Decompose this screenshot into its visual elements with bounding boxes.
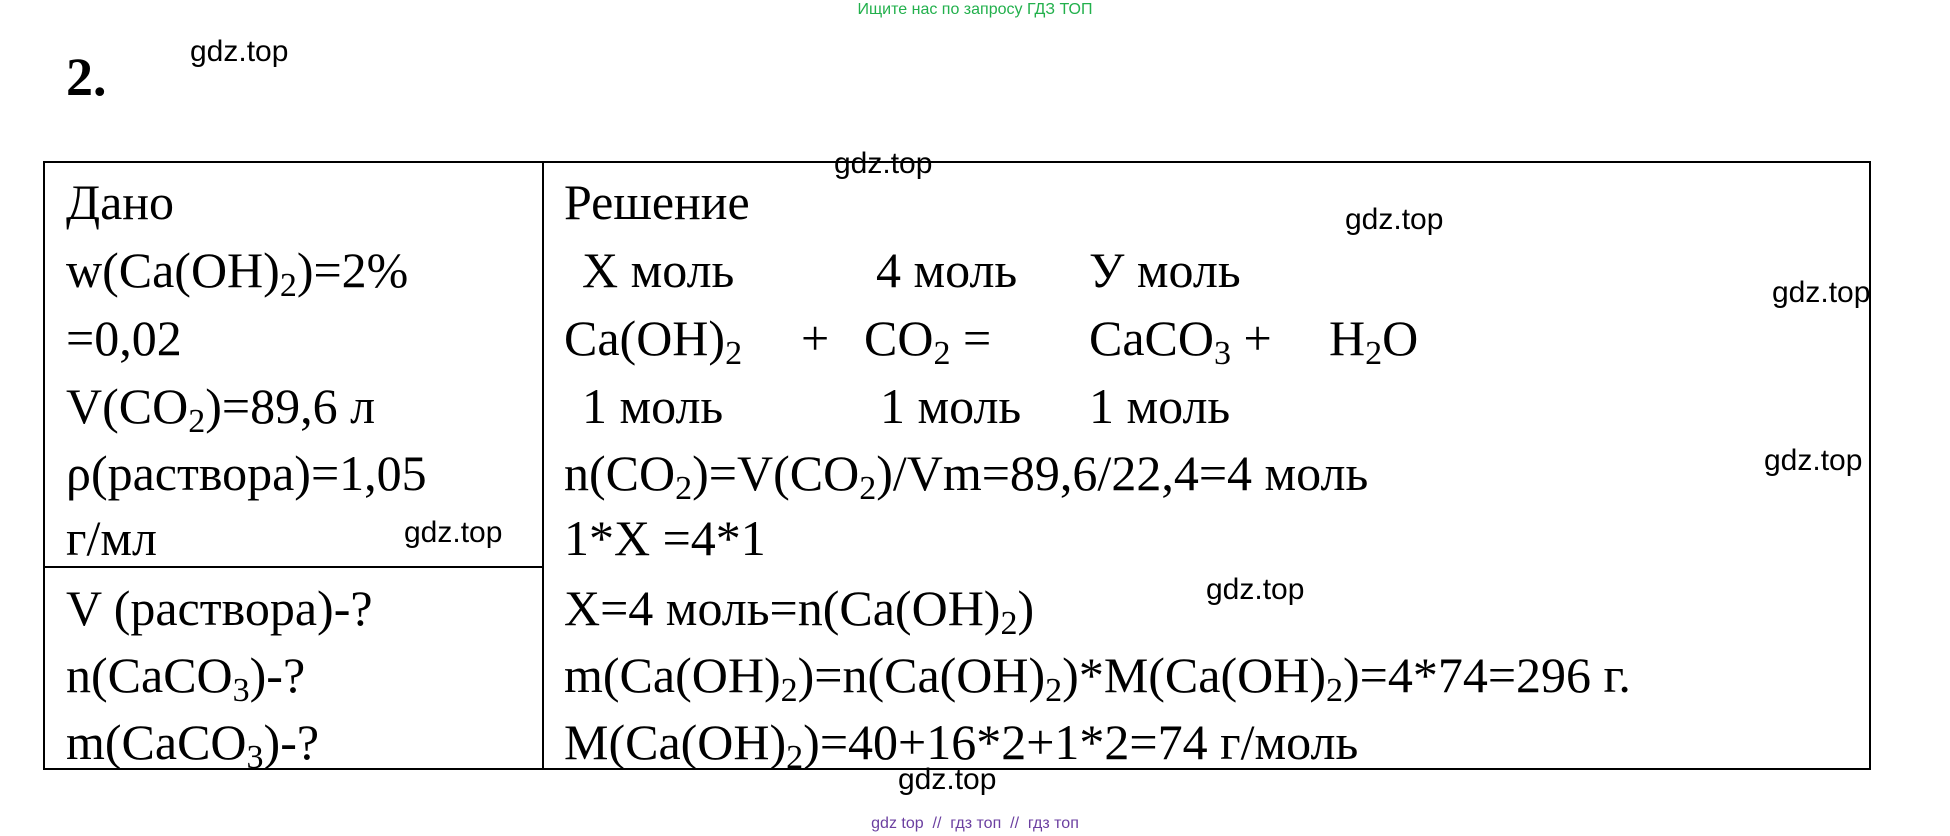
mol-label-x: X моль	[582, 242, 735, 298]
watermark: gdz.top	[1345, 203, 1444, 236]
footer-links[interactable]: gdz top // гдз топ // гдз топ	[871, 815, 1079, 832]
watermark: gdz.top	[1764, 444, 1863, 477]
watermark: gdz.top	[834, 147, 933, 180]
step-molar-mass: $M(Ca(OH)_2)=40+16*2+1*2=74$ г/моль	[564, 714, 1359, 776]
mol-coef-co2: 1 моль	[880, 378, 1022, 434]
given-heading: Дано	[66, 174, 175, 230]
solution-table	[43, 161, 1871, 776]
find-caco3-mass: m(CaCO$_3$)-?	[66, 714, 320, 776]
column-divider	[542, 163, 544, 768]
given-density: ρ(раствора)=1,05	[66, 445, 427, 501]
task-number: 2.	[66, 47, 107, 107]
given-density-unit: г/мл	[66, 510, 157, 566]
given-fraction-decimal: =0,02	[66, 310, 182, 366]
step-proportion: 1*X =4*1	[564, 510, 766, 566]
watermark: gdz.top	[404, 516, 503, 549]
top-banner[interactable]: Ищите нас по запросу ГДЗ ТОП	[857, 1, 1093, 18]
equation-co2: $CO_2$ =	[864, 310, 992, 372]
step-x-value: X=4 $моль=n(Ca(OH)_2)$	[564, 580, 1035, 642]
find-caco3-amount: n(CaCO$_3$)-?	[66, 647, 306, 709]
find-solution-volume: V (раствора)-?	[66, 580, 373, 636]
mol-label-co2: 4 моль	[876, 242, 1018, 298]
watermark: gdz.top	[1772, 276, 1871, 309]
step-co2-moles: $n(CO_2)=V(CO_2)/Vm=89,6/22,4=4$ моль	[564, 445, 1369, 507]
solution-heading: Решение	[564, 174, 750, 230]
mol-coef-caco3: 1 моль	[1089, 378, 1231, 434]
equation-caco3: CaCO$_3$ +	[1089, 310, 1272, 372]
step-ca-oh2-mass: $m(Ca(OH)_2)=n(Ca(OH)_2)*M(Ca(OH)_2)=4*74=296$ г.	[564, 647, 1631, 709]
equation-plus: +	[801, 310, 830, 366]
watermark: gdz.top	[1206, 573, 1305, 606]
watermark: gdz.top	[190, 35, 289, 68]
watermark: gdz.top	[898, 763, 997, 796]
equation-ca-oh2: $Ca(OH)_2$	[564, 310, 743, 372]
given-find-divider	[45, 566, 542, 568]
mol-coef-ca-oh2: 1 моль	[582, 378, 724, 434]
mol-label-y: У моль	[1089, 242, 1241, 298]
given-co2-volume: $V(CO_2)=89,6$ л	[66, 378, 376, 440]
given-mass-fraction: $w(Ca(OH)_2)=2\%$	[66, 242, 409, 304]
equation-h2o: $H_2O$	[1329, 310, 1419, 372]
